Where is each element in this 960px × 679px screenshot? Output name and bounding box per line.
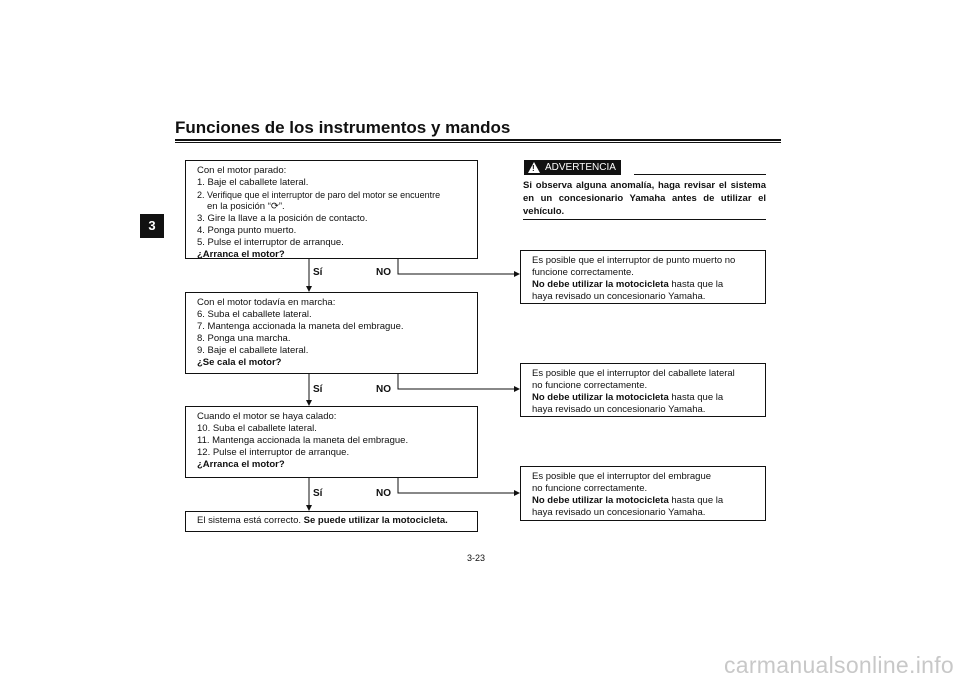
box1-line: Con el motor parado: — [197, 165, 287, 176]
box1-line: 3. Gire la llave a la posición de contacto. — [197, 213, 368, 224]
flow-box-3 — [185, 406, 478, 478]
box2-line: 8. Ponga una marcha. — [197, 333, 291, 344]
warning-header — [524, 160, 621, 175]
box3-line: Cuando el motor se haya calado: — [197, 411, 337, 422]
yes-label: Sí — [313, 488, 323, 499]
flow-box-4 — [185, 511, 478, 532]
no-arrow-3 — [398, 478, 519, 493]
result-line: no funcione correctamente. — [532, 483, 648, 494]
box2-line: Con el motor todavía en marcha: — [197, 297, 336, 308]
result-line: Es posible que el interruptor de punto muerto no — [532, 255, 736, 266]
result-box-3 — [520, 466, 766, 521]
result-last: haya revisado un concesionario Yamaha. — [532, 404, 706, 415]
warning-label: ADVERTENCIA — [545, 162, 616, 173]
result-line: Es posible que el interruptor del embrague — [532, 471, 712, 482]
box1-line: 2. Verifique que el interruptor de paro del motor se encuentre — [197, 190, 441, 200]
flow-box-1 — [185, 160, 478, 259]
box2-line: 7. Mantenga accionada la maneta del embrague. — [197, 321, 404, 332]
result-bold: No debe utilizar la motocicleta — [532, 495, 669, 506]
box2-question: ¿Se cala el motor? — [197, 357, 282, 368]
chapter-tab: 3 — [140, 214, 164, 238]
result-last: haya revisado un concesionario Yamaha. — [532, 291, 706, 302]
warning-bottom-rule — [523, 219, 766, 220]
box4-text: El sistema está correcto. — [197, 515, 302, 526]
no-arrow-1 — [398, 259, 519, 274]
result-bold: No debe utilizar la motocicleta — [532, 279, 669, 290]
warning-text: Si observa alguna anomalía, haga revisar el sistema en un concesionario Yamaha antes de utilizar el vehículo. — [523, 180, 766, 217]
box1-line: 4. Ponga punto muerto. — [197, 225, 297, 236]
box1-question: ¿Arranca el motor? — [197, 249, 285, 260]
warning-rule — [634, 174, 766, 175]
watermark: carmanualsonline.info — [723, 652, 954, 678]
box1-line: 5. Pulse el interruptor de arranque. — [197, 237, 344, 248]
no-label: NO — [376, 384, 391, 395]
result-bold: No debe utilizar la motocicleta — [532, 392, 669, 403]
box2-line: 9. Baje el caballete lateral. — [197, 345, 309, 356]
no-label: NO — [376, 267, 391, 278]
result-line: Es posible que el interruptor del caballete lateral — [532, 368, 735, 379]
result-line: funcione correctamente. — [532, 267, 634, 278]
result-rest: hasta que la — [668, 279, 724, 290]
box1-line: en la posición “⟳”. — [207, 201, 285, 212]
box3-line: 10. Suba el caballete lateral. — [197, 423, 317, 434]
no-label: NO — [376, 488, 391, 499]
result-line: no funcione correctamente. — [532, 380, 648, 391]
result-rest: hasta que la — [668, 392, 724, 403]
box3-line: 12. Pulse el interruptor de arranque. — [197, 447, 350, 458]
result-box-2 — [520, 363, 766, 417]
box4-bold: Se puede utilizar la motocicleta. — [303, 515, 448, 526]
result-last: haya revisado un concesionario Yamaha. — [532, 507, 706, 518]
no-arrow-2 — [398, 374, 519, 389]
flow-box-2 — [185, 292, 478, 374]
yes-label: Sí — [313, 384, 323, 395]
box2-line: 6. Suba el caballete lateral. — [197, 309, 312, 320]
box3-line: 11. Mantenga accionada la maneta del embrague. — [197, 435, 409, 446]
box3-question: ¿Arranca el motor? — [197, 459, 285, 470]
page-title: Funciones de los instrumentos y mandos — [175, 118, 511, 137]
box1-line: 1. Baje el caballete lateral. — [197, 177, 309, 188]
warning-triangle-icon: ! — [528, 162, 540, 173]
result-box-1 — [520, 250, 766, 304]
page-number: 3-23 — [467, 553, 486, 563]
result-rest: hasta que la — [668, 495, 724, 506]
yes-label: Sí — [313, 267, 323, 278]
